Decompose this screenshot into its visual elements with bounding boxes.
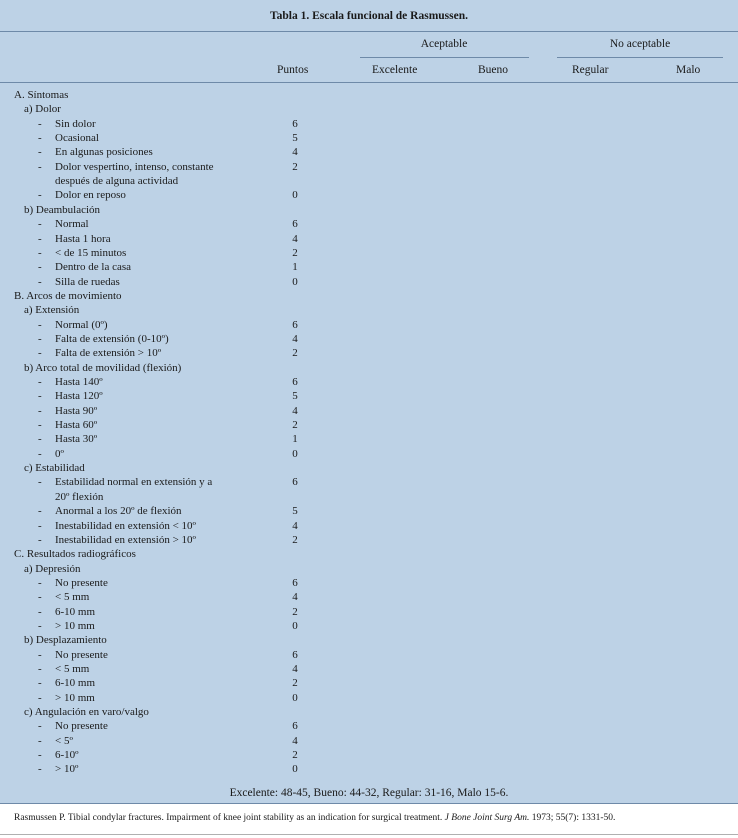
- bullet-marker: -: [38, 620, 42, 632]
- bullet-marker: -: [38, 319, 42, 331]
- points-cell: 4: [292, 405, 298, 417]
- reference-text: Rasmussen P. Tibial condylar fractures. Impairment of knee joint stability as an indication for surgical treatment.: [14, 813, 445, 823]
- table-row-label: No presente: [55, 649, 108, 661]
- points-cell: 6: [292, 218, 298, 230]
- bullet-marker: -: [38, 189, 42, 201]
- subsection-heading: a) Dolor: [24, 103, 61, 115]
- table-row-label: > 10 mm: [55, 692, 95, 704]
- bullet-marker: -: [38, 261, 42, 273]
- points-cell: 5: [292, 132, 298, 144]
- bullet-marker: -: [38, 663, 42, 675]
- table-row-label: Hasta 120º: [55, 390, 103, 402]
- points-cell: 2: [292, 677, 298, 689]
- points-cell: 4: [292, 591, 298, 603]
- table-row-label: Hasta 1 hora: [55, 233, 111, 245]
- table-row-label: < 5º: [55, 735, 73, 747]
- table-row-label: < de 15 minutos: [55, 247, 127, 259]
- points-cell: 1: [292, 433, 298, 445]
- bullet-marker: -: [38, 520, 42, 532]
- points-cell: 4: [292, 146, 298, 158]
- points-cell: 6: [292, 319, 298, 331]
- table-row-label: Dolor en reposo: [55, 189, 126, 201]
- table-row-label: Falta de extensión > 10º: [55, 347, 162, 359]
- table-row-label: 20º flexión: [55, 491, 104, 503]
- points-cell: 0: [292, 189, 298, 201]
- table-row-label: 6-10 mm: [55, 606, 96, 618]
- bullet-marker: -: [38, 132, 42, 144]
- bullet-marker: -: [38, 505, 42, 517]
- table-row-label: Inestabilidad en extensión < 10º: [55, 520, 196, 532]
- table-bottom-border: [0, 803, 738, 804]
- points-cell: 2: [292, 347, 298, 359]
- table-row-label: No presente: [55, 720, 108, 732]
- bullet-marker: -: [38, 218, 42, 230]
- subsection-heading: c) Angulación en varo/valgo: [24, 706, 149, 718]
- section-heading: A. Síntomas: [14, 89, 69, 101]
- table-row-label: Falta de extensión (0-10º): [55, 333, 169, 345]
- bullet-marker: -: [38, 677, 42, 689]
- points-cell: 0: [292, 620, 298, 632]
- bullet-marker: -: [38, 649, 42, 661]
- points-cell: 5: [292, 390, 298, 402]
- points-cell: 4: [292, 735, 298, 747]
- bullet-marker: -: [38, 692, 42, 704]
- table-row-label: En algunas posiciones: [55, 146, 153, 158]
- subsection-heading: b) Deambulación: [24, 204, 101, 216]
- table-row-label: Anormal a los 20º de flexión: [55, 505, 182, 517]
- table-row-label: Sin dolor: [55, 118, 96, 130]
- header-aceptable: Aceptable: [420, 38, 468, 50]
- bullet-marker: -: [38, 763, 42, 775]
- subsection-heading: c) Estabilidad: [24, 462, 85, 474]
- subsection-heading: b) Desplazamiento: [24, 634, 107, 646]
- points-cell: 0: [292, 448, 298, 460]
- header-puntos: Puntos: [277, 64, 309, 76]
- points-cell: 6: [292, 476, 298, 488]
- header-divider: [0, 82, 738, 83]
- aceptable-underline: [360, 57, 529, 58]
- points-cell: 2: [292, 161, 298, 173]
- subsection-heading: a) Depresión: [24, 563, 81, 575]
- table-row-label: Hasta 60º: [55, 419, 98, 431]
- points-cell: 4: [292, 333, 298, 345]
- header-excelente: Excelente: [372, 64, 418, 76]
- subsection-heading: a) Extensión: [24, 304, 80, 316]
- bullet-marker: -: [38, 433, 42, 445]
- table-row-label: > 10º: [55, 763, 79, 775]
- points-cell: 6: [292, 577, 298, 589]
- reference-footnote: [0, 806, 738, 830]
- bullet-marker: -: [38, 735, 42, 747]
- section-heading: B. Arcos de movimiento: [14, 290, 122, 302]
- table-row-label: Silla de ruedas: [55, 276, 120, 288]
- bullet-marker: -: [38, 161, 42, 173]
- table-row-label: Inestabilidad en extensión > 10º: [55, 534, 196, 546]
- points-cell: 2: [292, 247, 298, 259]
- bullet-marker: -: [38, 376, 42, 388]
- bullet-marker: -: [38, 247, 42, 259]
- table-title: Tabla 1. Escala funcional de Rasmussen.: [0, 0, 738, 32]
- bullet-marker: -: [38, 419, 42, 431]
- table-row-label: < 5 mm: [55, 663, 90, 675]
- points-cell: 6: [292, 118, 298, 130]
- reference-journal: J Bone Joint Surg Am.: [444, 813, 530, 823]
- bullet-marker: -: [38, 606, 42, 618]
- table-row-label: Normal (0º): [55, 319, 108, 331]
- table-row-label: Hasta 140º: [55, 376, 103, 388]
- reference-citation: 1973; 55(7): 1331-50.: [529, 813, 616, 823]
- points-cell: 6: [292, 720, 298, 732]
- table-row-label: > 10 mm: [55, 620, 95, 632]
- table-row-label: Dentro de la casa: [55, 261, 132, 273]
- bullet-marker: -: [38, 749, 42, 761]
- points-cell: 6: [292, 649, 298, 661]
- subsection-heading: b) Arco total de movilidad (flexión): [24, 362, 182, 374]
- points-cell: 0: [292, 763, 298, 775]
- header-regular: Regular: [572, 64, 609, 76]
- bullet-marker: -: [38, 591, 42, 603]
- points-cell: 2: [292, 606, 298, 618]
- points-cell: 2: [292, 419, 298, 431]
- points-cell: 4: [292, 233, 298, 245]
- section-heading: C. Resultados radiográficos: [14, 548, 136, 560]
- bullet-marker: -: [38, 233, 42, 245]
- bullet-marker: -: [38, 347, 42, 359]
- bullet-marker: -: [38, 333, 42, 345]
- points-cell: 6: [292, 376, 298, 388]
- points-cell: 0: [292, 276, 298, 288]
- bullet-marker: -: [38, 118, 42, 130]
- page-bottom-rule: [0, 834, 738, 835]
- points-cell: 2: [292, 749, 298, 761]
- score-summary: Excelente: 48-45, Bueno: 44-32, Regular: 31-16, Malo 15-6.: [229, 787, 509, 799]
- header-no-aceptable: No aceptable: [609, 38, 671, 50]
- points-cell: 4: [292, 663, 298, 675]
- table-row-label: después de alguna actividad: [55, 175, 179, 187]
- table-row-label: Hasta 90º: [55, 405, 98, 417]
- bullet-marker: -: [38, 276, 42, 288]
- table-row-label: 0º: [55, 448, 64, 460]
- points-cell: 0: [292, 692, 298, 704]
- bullet-marker: -: [38, 405, 42, 417]
- bullet-marker: -: [38, 448, 42, 460]
- table-row-label: 6-10 mm: [55, 677, 96, 689]
- bullet-marker: -: [38, 476, 42, 488]
- points-cell: 5: [292, 505, 298, 517]
- header-bueno: Bueno: [478, 64, 509, 76]
- no-aceptable-underline: [557, 57, 723, 58]
- table-row-label: Estabilidad normal en extensión y a: [55, 476, 213, 488]
- points-cell: 1: [292, 261, 298, 273]
- bullet-marker: -: [38, 146, 42, 158]
- table-row-label: Dolor vespertino, intenso, constante: [55, 161, 214, 173]
- points-cell: 4: [292, 520, 298, 532]
- bullet-marker: -: [38, 720, 42, 732]
- bullet-marker: -: [38, 534, 42, 546]
- table-row-label: No presente: [55, 577, 108, 589]
- bullet-marker: -: [38, 577, 42, 589]
- table-row-label: 6-10º: [55, 749, 79, 761]
- header-malo: Malo: [676, 64, 701, 76]
- bullet-marker: -: [38, 390, 42, 402]
- table-row-label: Hasta 30º: [55, 433, 98, 445]
- table-row-label: < 5 mm: [55, 591, 90, 603]
- points-cell: 2: [292, 534, 298, 546]
- table-row-label: Normal: [55, 218, 89, 230]
- table-row-label: Ocasional: [55, 132, 99, 144]
